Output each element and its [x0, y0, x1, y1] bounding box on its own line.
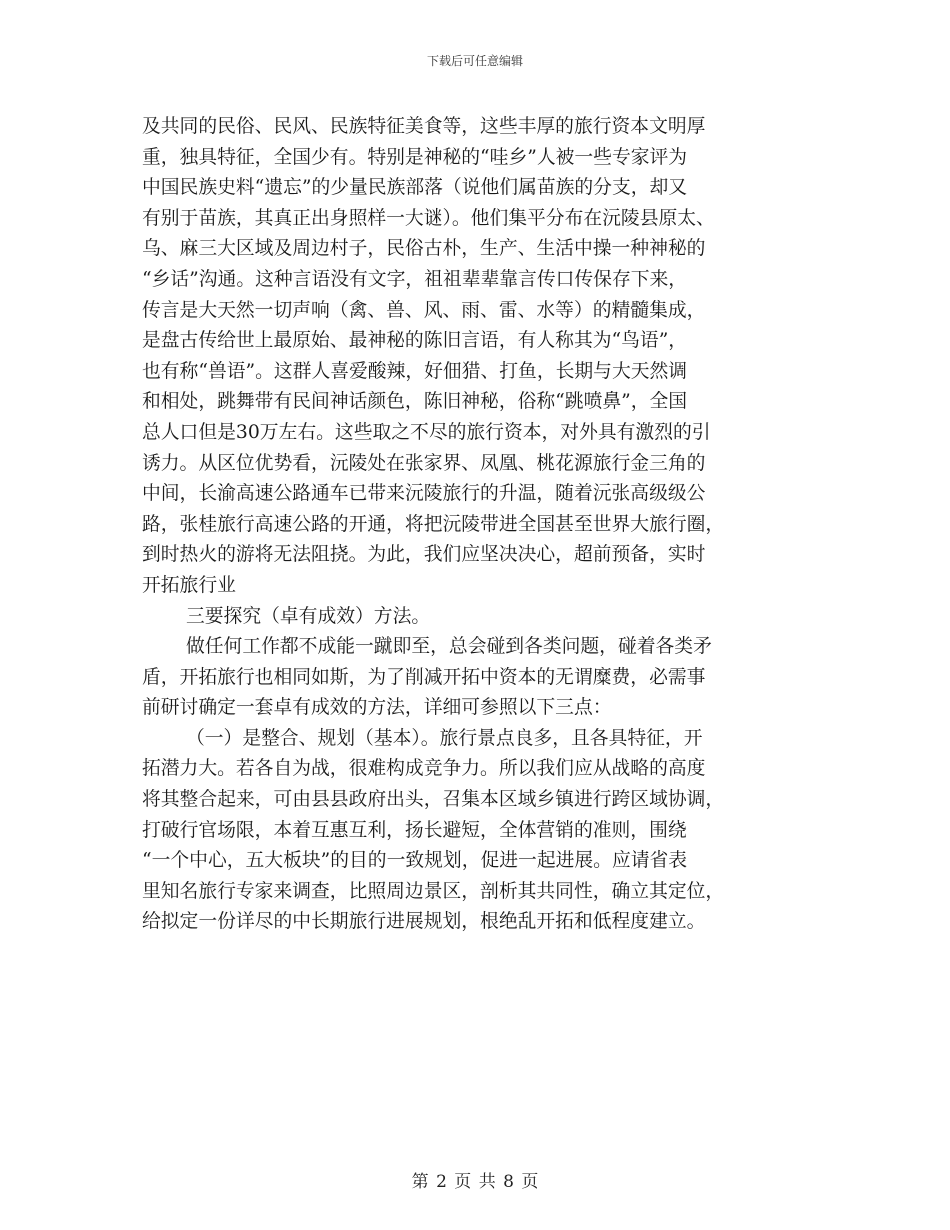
text-line: 打破行官场限，本着互惠互利，扬长避短，全体营销的准则，围绕: [142, 819, 687, 841]
text-line: “一个中心，五大板块”的目的一致规划，促进一起进展。应请省表: [142, 850, 688, 872]
subsection-line: （一）是整合、规划（基本）。旅行景点良多，且各具特征，开: [186, 727, 703, 749]
page-number: 第 2 页 共 8 页: [411, 1172, 539, 1192]
text-line: 及共同的民俗、民风、民族特征美食等，这些丰厚的旅行资本文明厚: [142, 116, 706, 137]
text-line: 诱力。从区位优势看，沅陵处在张家界、凤凰、桃花源旅行金三角的: [142, 452, 706, 474]
text-line: “乡话”沟通。这种言语没有文字，祖祖辈辈靠言传口传保存下来，: [142, 268, 688, 290]
text-line: 是盘古传给世上最原始、最神秘的陈旧言语，有人称其为“鸟语”，: [142, 330, 688, 352]
page-header: 下载后可任意编辑: [426, 54, 523, 68]
text-line: 给拟定一份详尽的中长期旅行进展规划，根绝乱开拓和低程度建立。: [142, 911, 706, 933]
text-line: 乌、麻三大区域及周边村子，民俗古朴，生产、生活中操一种神秘的: [142, 238, 706, 260]
text-line: 也有称“兽语”。这群人喜爱酸辣，好佃猎、打鱼，长期与大天然调: [142, 360, 688, 382]
text-line: 前研讨确定一套卓有成效的方法，详细可参照以下三点：: [142, 697, 612, 719]
text-line: 里知名旅行专家来调查，比照周边景区，剖析其共同性，确立其定位，: [142, 880, 725, 902]
text-line: 中间，长渝高速公路通车已带来沅陵旅行的升温，随着沅张高级级公: [142, 483, 706, 505]
text-line: 传言是大天然一切声响（禽、兽、风、雨、雷、水等）的精髓集成，: [142, 299, 706, 321]
text-line: 总人口但是30万左右。这些取之不尽的旅行资本，对外具有激烈的引: [142, 421, 711, 443]
text-line: 中国民族史料“遗忘”的少量民族部落（说他们属苗族的分支，却又: [142, 177, 688, 199]
text-line: 开拓旅行业: [142, 574, 236, 596]
text-line: 到时热火的游将无法阻挠。为此，我们应坚决决心，超前预备，实时: [142, 544, 706, 566]
text-line: 和相处，跳舞带有民间神话颜色，陈旧神秘，俗称“跳喷鼻”，全国: [142, 391, 688, 413]
text-line: 做任何工作都不成能一蹴即至，总会碰到各类问题，碰着各类矛: [186, 636, 712, 658]
text-line: 拓潜力大。若各自为战，很难构成竞争力。所以我们应从战略的高度: [142, 758, 706, 780]
text-line: 重，独具特征，全国少有。特别是神秘的“哇乡”人被一些专家评为: [142, 146, 688, 168]
text-line: 将其整合起来，可由县县政府出头，召集本区域乡镇进行跨区域协调，: [142, 789, 725, 811]
text-line: 盾，开拓旅行也相同如斯，为了削减开拓中资本的无谓糜费，必需事: [142, 666, 706, 688]
body-text: [142, 112, 822, 938]
section-heading: 三要探究（卓有成效）方法。: [186, 605, 431, 627]
text-line: 有别于苗族，其真正出身照样一大谜）。他们集平分布在沅陵县原太、: [142, 207, 715, 229]
text-line: 路，张桂旅行高速公路的开通，将把沅陵带进全国甚至世界大旅行圈，: [142, 513, 725, 535]
